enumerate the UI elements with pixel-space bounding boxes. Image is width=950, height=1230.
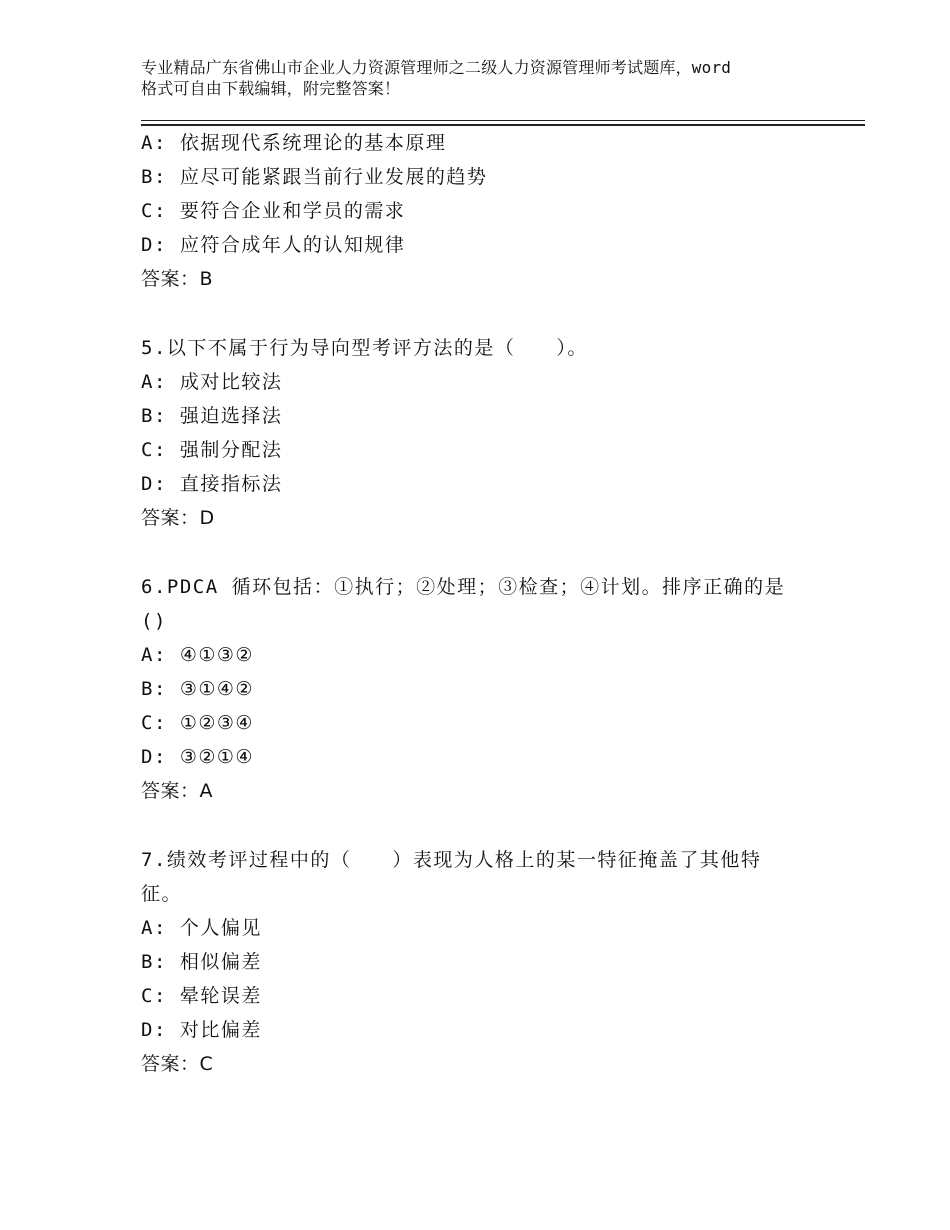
question-6-block: [141, 570, 861, 808]
question-5-option-d: D: 直接指标法: [141, 473, 283, 495]
spacer: [141, 808, 861, 843]
question-4-option-d: D: 应符合成年人的认知规律: [141, 234, 406, 256]
question-7-block: [141, 843, 861, 1081]
question-6-option-d: D: ③②①④: [141, 746, 254, 768]
question-5-option-a: A: 成对比较法: [141, 371, 283, 393]
question-4-option-b: B: 应尽可能紧跟当前行业发展的趋势: [141, 166, 488, 188]
question-6-option-c: C: ①②③④: [141, 712, 254, 734]
question-6-text-line-2: (): [141, 610, 167, 632]
question-6-option-b: B: ③①④②: [141, 678, 254, 700]
question-7-option-b: B: 相似偏差: [141, 951, 262, 973]
question-4-option-a: A: 依据现代系统理论的基本原理: [141, 132, 447, 154]
question-7-text-line-2: 征。: [141, 883, 183, 905]
question-7-answer: 答案：C: [141, 1053, 214, 1075]
header-divider-thin: [141, 120, 865, 121]
question-5-block: [141, 331, 861, 535]
question-5-text: 5.以下不属于行为导向型考评方法的是（ ）。: [141, 337, 588, 359]
question-6-answer: 答案：A: [141, 780, 213, 802]
question-5-answer: 答案：D: [141, 507, 215, 529]
question-7-option-a: A: 个人偏见: [141, 917, 262, 939]
document-header: [141, 57, 831, 99]
header-title-line-1: 专业精品广东省佛山市企业人力资源管理师之二级人力资源管理师考试题库，word: [141, 58, 732, 77]
question-6-text-line-1: 6.PDCA 循环包括：①执行；②处理；③检查；④计划。排序正确的是: [141, 576, 786, 598]
question-5-option-c: C: 强制分配法: [141, 439, 283, 461]
question-5-option-b: B: 强迫选择法: [141, 405, 283, 427]
question-list: [141, 126, 861, 1081]
spacer: [141, 296, 861, 331]
header-title-line-2: 格式可自由下载编辑，附完整答案！: [141, 79, 401, 98]
question-4-block: [141, 126, 861, 296]
question-4-answer: 答案：B: [141, 268, 214, 290]
spacer: [141, 535, 861, 570]
question-6-option-a: A: ④①③②: [141, 644, 254, 666]
question-7-option-c: C: 晕轮误差: [141, 985, 262, 1007]
question-7-option-d: D: 对比偏差: [141, 1019, 262, 1041]
question-7-text-line-1: 7.绩效考评过程中的（ ）表现为人格上的某一特征掩盖了其他特: [141, 849, 762, 871]
question-4-option-c: C: 要符合企业和学员的需求: [141, 200, 406, 222]
